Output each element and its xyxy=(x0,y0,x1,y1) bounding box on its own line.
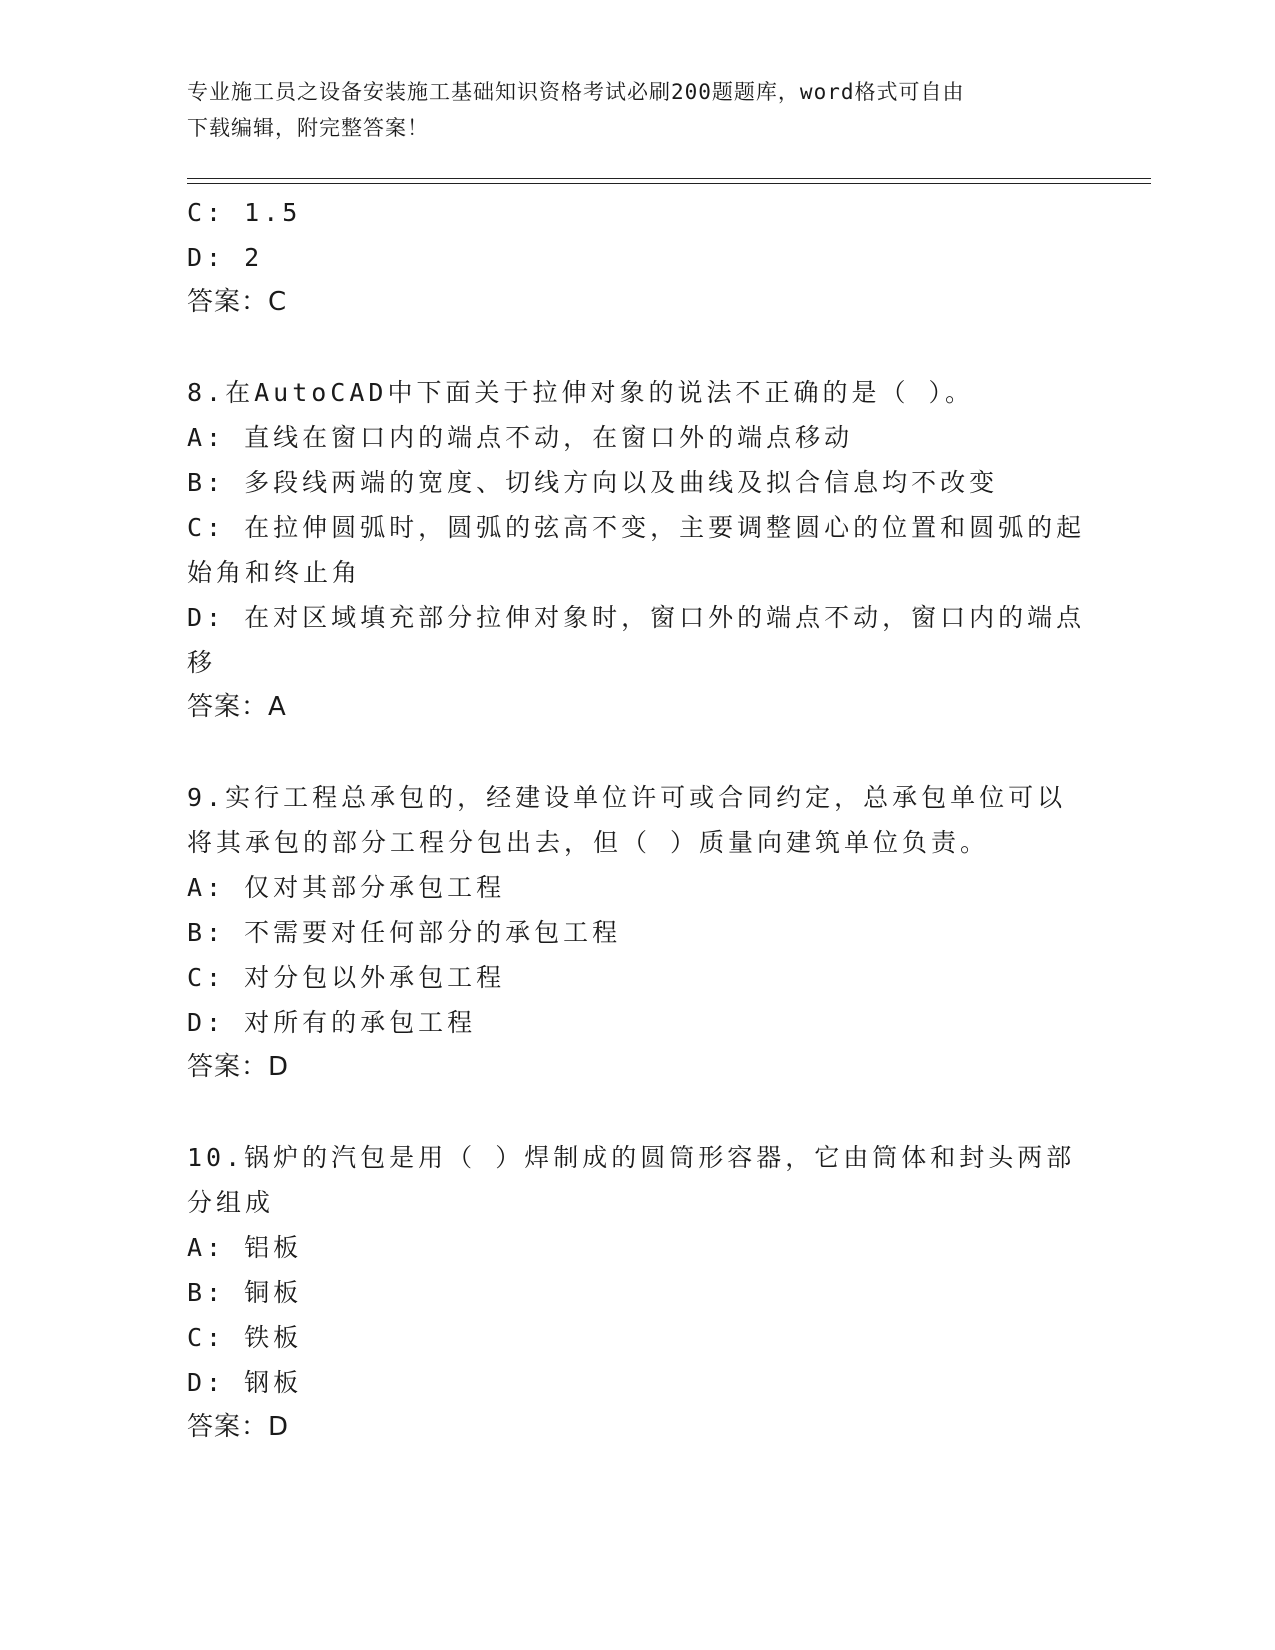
answer-line: 答案：C xyxy=(187,287,288,317)
option-c: 始角和终止角 xyxy=(187,558,362,587)
question-list xyxy=(187,370,1087,1450)
question-block xyxy=(187,370,1087,730)
question-stem: 将其承包的部分工程分包出去，但（ ）质量向建筑单位负责。 xyxy=(187,828,990,857)
question-stem: 9.实行工程总承包的，经建设单位许可或合同约定，总承包单位可以 xyxy=(187,783,1067,812)
option-d: D: 2 xyxy=(187,243,264,272)
option-a: A: 直线在窗口内的端点不动，在窗口外的端点移动 xyxy=(187,423,854,452)
question-stem: 分组成 xyxy=(187,1188,275,1217)
option-c: C: 对分包以外承包工程 xyxy=(187,963,506,992)
option-c: C: 1.5 xyxy=(187,198,302,227)
question-stem: 8.在AutoCAD中下面关于拉伸对象的说法不正确的是（ ）。 xyxy=(187,378,975,407)
option-d: D: 对所有的承包工程 xyxy=(187,1008,477,1037)
option-b: B: 多段线两端的宽度、切线方向以及曲线及拟合信息均不改变 xyxy=(187,468,999,497)
option-a: A: 仅对其部分承包工程 xyxy=(187,873,506,902)
prev-question-tail xyxy=(187,190,1087,325)
option-a: A: 铝板 xyxy=(187,1233,303,1262)
question-block xyxy=(187,1135,1087,1450)
header-rule-top xyxy=(187,178,1151,179)
option-b: B: 不需要对任何部分的承包工程 xyxy=(187,918,622,947)
option-b: B: 铜板 xyxy=(187,1278,303,1307)
answer-line: 答案：D xyxy=(187,1052,290,1082)
option-d: 移 xyxy=(187,648,217,677)
document-content xyxy=(187,190,1087,1495)
header-rule-bottom xyxy=(187,183,1151,184)
question-stem: 10.锅炉的汽包是用（ ）焊制成的圆筒形容器，它由筒体和封头两部 xyxy=(187,1143,1076,1172)
option-c: C: 在拉伸圆弧时，圆弧的弦高不变，主要调整圆心的位置和圆弧的起 xyxy=(187,513,1086,542)
question-block xyxy=(187,775,1087,1090)
document-header: 专业施工员之设备安装施工基础知识资格考试必刷200题题库，word格式可自由 下载编辑，附完整答案！ xyxy=(187,80,965,140)
answer-line: 答案：D xyxy=(187,1412,290,1442)
answer-line: 答案：A xyxy=(187,692,287,722)
option-d: D: 钢板 xyxy=(187,1368,303,1397)
option-d: D: 在对区域填充部分拉伸对象时，窗口外的端点不动，窗口内的端点 xyxy=(187,603,1086,632)
option-c: C: 铁板 xyxy=(187,1323,303,1352)
